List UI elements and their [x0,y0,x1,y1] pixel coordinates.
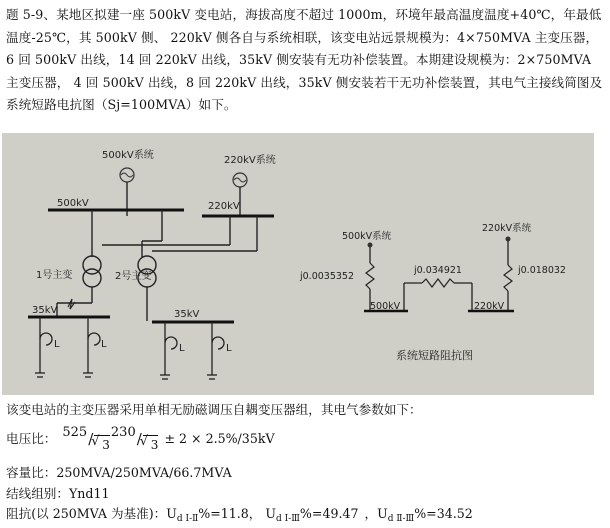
load-label-4: L [226,343,232,354]
imp-x1-label: j0.0035352 [300,271,355,282]
imp-x3-icon [504,265,512,291]
u1: U [166,506,177,521]
u3-value: %=34.52 [414,506,473,521]
voltage-ratio: 电压比： 525 / √ 3 230 / √ 3 ± 2 × 2.5%/35kV [6,424,275,454]
imp-sys220-label: 220kV系统 [482,223,532,234]
u2-value: %=49.47 [299,506,359,521]
t1-label: 1号主变 [36,270,73,281]
u1-sub: d Ⅰ-Ⅱ [176,514,199,524]
imp-bus500-label: 500kV [370,301,401,312]
v-num-2: 230 [110,425,136,440]
problem-statement: 题 5-9、某地区拟建一座 500kV 变电站，海拔高度不超过 1000m，环境年最高温度温度+40℃，年最低温度-25℃，其 500kV 侧、 220kV 侧各自与系统相联，该变电站远景规模为：4×750MVA 主变压器，6 回 500kV 出线，14 回 220kV 出线，35kV 侧安装有无功补偿装置。本期建设规模为：2×750MVA 主变压器， 4 回 500kV 出线，8 回 220kV 出线，35kV 侧安装若干无功补偿装置，其电气主接线简图及系统短路电抗图（Sj=100MVA）如下。 [6,7,603,113]
load-label-3: L [179,343,185,354]
imp-x2-icon [422,279,454,287]
impedance-label: 阻抗(以 250MVA 为基准)： [6,506,167,521]
source-500-wave-icon [121,173,133,177]
winding-group: 结线组别：Ynd11 [6,486,110,501]
v-root-2: √ 3 [143,435,159,454]
bus500-label: 500kV [57,198,89,209]
v-root-1: √ 3 [94,435,110,454]
capacity-ratio: 容量比：250MVA/250MVA/66.7MVA [6,465,232,480]
bus35a-label: 35kV [32,305,58,316]
fault-icon [68,299,75,309]
u3: ，U [364,506,388,521]
bus35b-label: 35kV [174,309,200,320]
load-label-2: L [101,339,107,350]
imp-caption: 系统短路阻抗图 [396,349,473,362]
transformer-intro: 该变电站的主变压器采用单相无励磁调压自耦变压器组，其电气参数如下： [6,402,422,417]
imp-x2-label: j0.034921 [414,265,462,276]
u2: U [265,506,277,521]
main-wiring-diagram [2,133,594,395]
sys220-label: 220kV系统 [224,155,276,166]
t2-label: 2号主变 [115,271,152,282]
reactor-4-icon [207,322,224,379]
u1-value: %=11.8， [198,506,262,521]
impedance-diagram [299,222,566,362]
v-tail: ± 2 × 2.5%/35kV [164,431,275,446]
impedance-line [6,505,473,528]
bus220-label: 220kV [208,201,240,212]
u3-sub: d Ⅱ-Ⅲ [387,514,415,524]
imp-x3-label: j0.018032 [518,265,566,276]
diagram-photo [2,133,594,395]
voltage-label: 电压比： [6,431,57,446]
imp-x1-icon [366,263,374,289]
sys500-label: 500kV系统 [102,150,154,161]
imp-bus220-label: 220kV [474,301,505,312]
u2-sub: d Ⅰ-Ⅲ [276,514,300,524]
reactor-1-icon [35,317,52,377]
imp-sys500-label: 500kV系统 [342,231,392,242]
v-num-1: 525 [62,425,88,440]
load-label-1: L [54,339,60,350]
reactor-3-icon [160,322,177,379]
reactor-2-icon [83,317,100,377]
